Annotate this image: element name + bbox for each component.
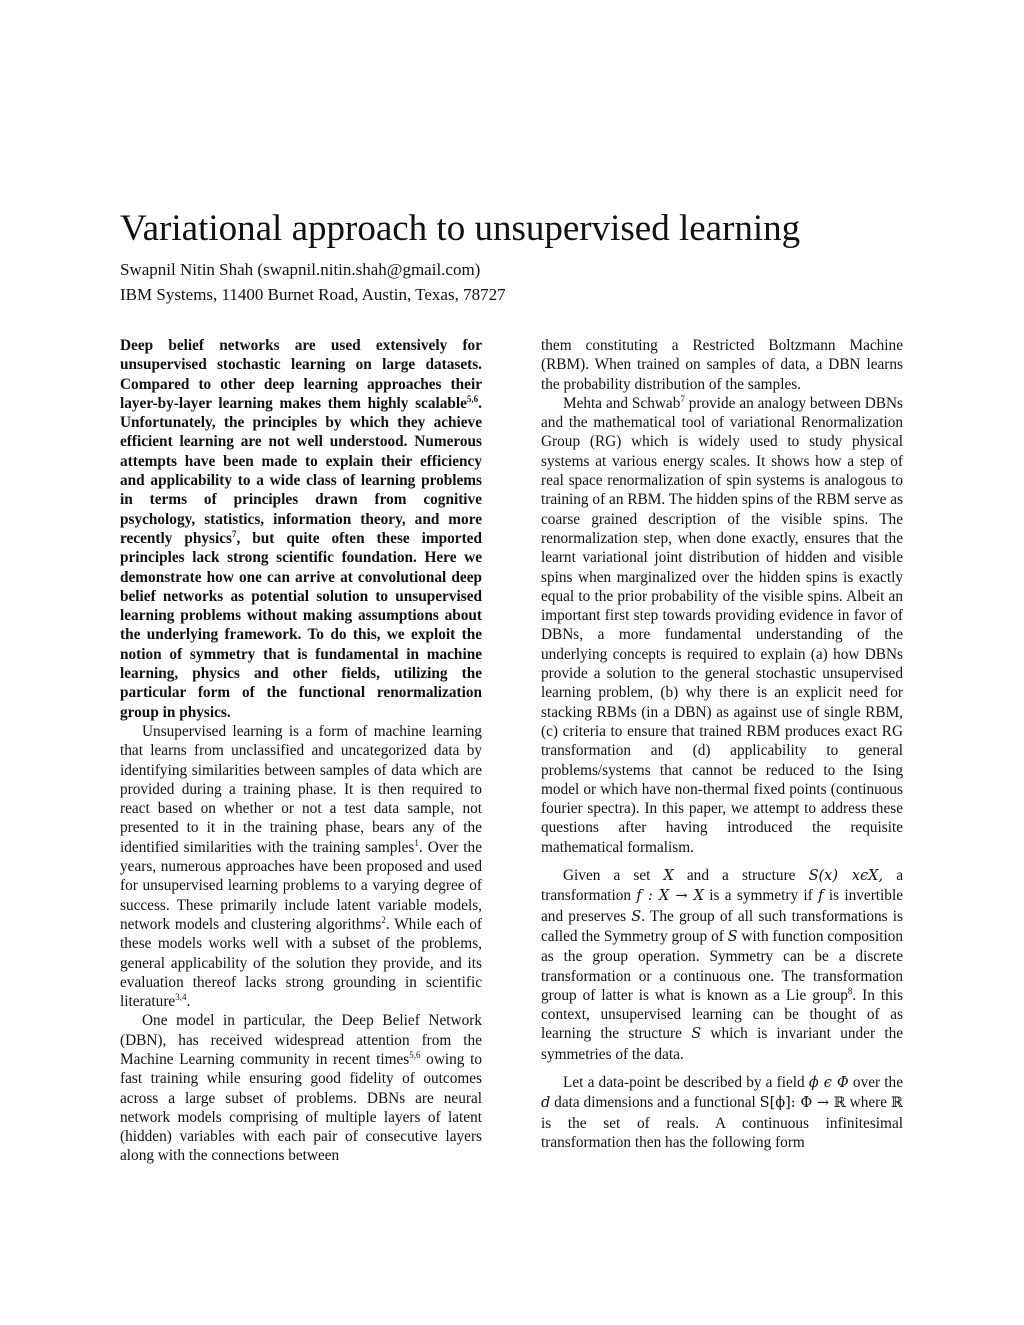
body-text: with function composition as the group operation. Symmetry can be a discrete transformation or a continuous one. The transformation group of latter is what is known as a Lie group <box>541 927 903 1004</box>
affiliation-line: IBM Systems, 11400 Burnet Road, Austin, Texas, 78727 <box>120 285 506 304</box>
body-text: . In this context, unsupervised learning can be thought of as learning the structure <box>541 986 903 1043</box>
body-text: . While each of these models works well with a subset of the problems, general applicability of the solution they provide, and its evaluation thereof lacks strong grounding in scientific literature <box>120 915 482 1011</box>
math-expression: f : X → X <box>636 888 704 905</box>
body-text: over the <box>848 1073 903 1091</box>
body-text: . <box>186 993 191 1011</box>
paragraph-rbm-continuation: them constituting a Restricted Boltzmann Machine (RBM). When trained on samples of data, a DBN learns the probability distribution of the samples. <box>541 337 903 393</box>
left-column <box>120 336 482 1166</box>
body-text: provide an analogy between DBNs and the mathematical tool of variational Renormalization Group (RG) which is widely used to study physical systems at various energy scales. It shows how a step of real space renormalization of spin systems is analogous to training of an RBM. The hidden spins of the RBM serve as coarse grained description of the visible spins. The renormalization step, when done exactly, ensures that the learnt variational joint distribution of hidden and visible spins when marginalized over the hidden spins is exactly equal to the prior probability of the visible spins. Albeit an important first step towards providing evidence in favor of DBNs, a more fundamental understanding of the underlying concepts is required to explain (a) how DBNs provide a solution to the general stochastic unsupervised learning problem, (b) why there is an explicit need for stacking RBMs (in a DBN) as against use of single RBM, (c) criteria to ensure that trained RBM produces exact RG transformation and (d) applicability to general problems/systems that cannot be reduced to the Ising model or which have non-thermal fixed points (continuous fourier spectra). In this paper, we attempt to address these questions after having introduced the requisite mathematical formalism. <box>541 394 903 856</box>
citation: 3,4 <box>175 992 187 1003</box>
body-text: Unsupervised learning is a form of machine learning that learns from unclassified and uncategorized data by identifying similarities between samples of data which are provided during a training phase. It is then required to react based on whether or not a test data sample, not presented to it in the training phase, bears any of the identified similarities with the training samples <box>120 722 482 856</box>
body-text: . The group of all such transformations is called the Symmetry group of <box>541 907 903 945</box>
math-expression: S(x) xϵX, <box>808 868 884 885</box>
body-text: where <box>845 1094 891 1112</box>
citation: 7 <box>231 528 237 539</box>
paper-title: Variational approach to unsupervised learning <box>120 208 801 249</box>
body-text: data dimensions and a functional <box>550 1094 760 1112</box>
citation: 2 <box>381 914 386 925</box>
abstract-text-1: Deep belief networks are used extensively for unsupervised stochastic learning on large datasets. Compared to other deep learning approaches their layer-by-layer learning makes them highly scalable <box>120 337 482 412</box>
math-expression: ϕ ϵ Φ <box>808 1074 849 1091</box>
paragraph-data-point-field <box>541 1073 903 1152</box>
body-text: Mehta and Schwab <box>563 394 681 412</box>
right-column <box>541 336 903 1152</box>
citation: 5,6 <box>409 1049 421 1060</box>
math-symbol: S <box>727 928 738 945</box>
body-text: Given a set <box>563 867 664 885</box>
paragraph-unsupervised-learning <box>120 722 482 1011</box>
body-text: which is invariant under the symmetries of the data. <box>541 1025 904 1063</box>
body-text: and a structure <box>673 867 809 885</box>
abstract-text-3: , but quite often these imported principles lack strong scientific foundation. Here we demonstrate how one can arrive at convolutional deep belief networks as potential solution to unsupervised learning problems without making assumptions about the underlying framework. To do this, we exploit the notion of symmetry that is fundamental in machine learning, physics and other fields, utilizing the particular form of the functional renormalization group in physics. <box>120 529 482 721</box>
math-expression: S[ϕ]: Φ → ℝ <box>759 1095 846 1112</box>
math-symbol: f <box>818 888 824 905</box>
body-text: a transformation <box>541 867 903 905</box>
body-text: is invertible and preserves <box>541 887 903 925</box>
paragraph-symmetry <box>541 866 903 1064</box>
math-symbol: ℝ <box>890 1095 903 1112</box>
math-symbol: X <box>663 868 674 885</box>
citation: 1 <box>414 837 419 848</box>
math-symbol: S <box>631 908 642 925</box>
body-text: owing to fast training while ensuring good fidelity of outcomes across a large subset of problems. DBNs are neural network models comprising of multiple layers of latent (hidden) variables with each pair of consecutive layers along with the connections between <box>120 1050 482 1165</box>
body-text: . Over the years, numerous approaches have been proposed and used for unsupervised learning problems to a varying degree of success. These primarily include latent variable models, network models and clustering algorithms <box>120 838 482 933</box>
body-text: is a symmetry if <box>703 887 819 905</box>
body-text: One model in particular, the Deep Belief Network (DBN), has received widespread attention from the Machine Learning community in recent times <box>120 1012 482 1068</box>
body-text: is the set of reals. A continuous infinitesimal transformation then has the following form <box>541 1114 903 1151</box>
body-text: Let a data-point be described by a field <box>563 1073 809 1091</box>
citation: 8 <box>847 985 853 996</box>
citation: 7 <box>680 393 685 404</box>
paragraph-mehta-schwab <box>541 394 903 857</box>
math-symbol: S <box>691 1026 702 1043</box>
abstract <box>120 336 482 722</box>
abstract-text-2: . Unfortunately, the principles by which they achieve efficient learning are not well understood. Numerous attempts have been made to explain their efficiency and applicability to a wide class of learning problems in terms of principles drawn from cognitive psychology, statistics, information theory, and more recently physics <box>120 394 482 547</box>
citation: 5,6 <box>466 393 479 404</box>
paragraph-dbn <box>120 1011 482 1165</box>
author-line: Swapnil Nitin Shah (swapnil.nitin.shah@gmail.com) <box>120 260 481 279</box>
math-symbol: d <box>541 1095 551 1112</box>
